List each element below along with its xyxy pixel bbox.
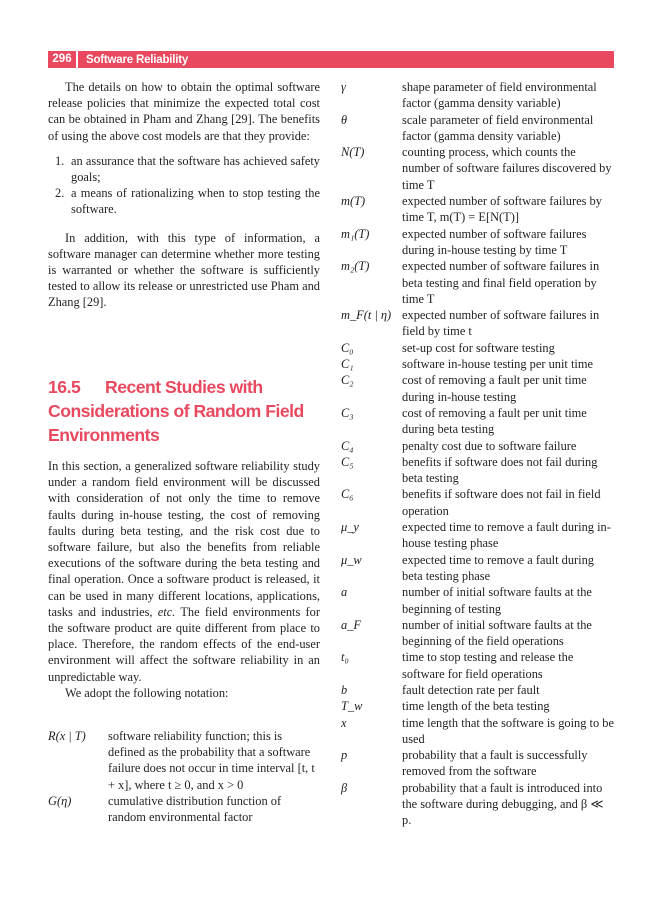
- notation-definition: benefits if software does not fail during beta testing: [402, 454, 598, 486]
- notation-definition: number of initial software faults at the beginning of the field operations: [402, 617, 592, 649]
- notation-definition: expected number of software failures in beta testing and final field operation by time T: [402, 259, 600, 306]
- section-number: 16.5: [48, 377, 81, 397]
- notation-row: [341, 682, 614, 698]
- notation-intro: We adopt the following notation:: [65, 685, 229, 700]
- notation-row: [341, 780, 614, 829]
- notation-symbol: C₂: [341, 373, 354, 388]
- notation-symbol: μ_y: [341, 520, 359, 535]
- notation-row: [341, 307, 614, 340]
- notation-row: [341, 193, 614, 226]
- notation-row: [341, 405, 614, 438]
- notation-row: [341, 258, 614, 307]
- notation-row: [341, 112, 614, 145]
- notation-definition: software in-house testing per unit time: [402, 357, 593, 372]
- notation-definition: cost of removing a fault per unit time during in-house testing: [402, 373, 587, 404]
- notation-row: [48, 728, 320, 793]
- notation-definition: time length that the software is going to be used: [402, 715, 614, 746]
- notation-definition: time to stop testing and release the software for field operations: [402, 650, 574, 681]
- section-title: Recent Studies with Considerations of Random Field Environments: [48, 377, 304, 445]
- notation-definition: time length of the beta testing: [402, 699, 550, 714]
- notation-definition: cost of removing a fault per unit time during beta testing: [402, 405, 587, 437]
- notation-definition: expected number of software failures during in-house testing by time T: [402, 226, 587, 257]
- intro-paragraph-2: In addition, with this type of information, a software manager can determine whether more testing is warranted or whether the software is sufficiently tested to allow its release or unrestricted use Pham and Zhang [29].: [48, 230, 320, 310]
- notation-row: [341, 356, 614, 372]
- notation-symbol: m₁(T): [341, 226, 370, 241]
- notation-definition: shape parameter of field environmental factor (gamma density variable): [402, 80, 597, 111]
- list-text: an assurance that the software has achieved safety goals;: [71, 153, 320, 185]
- notation-row: [341, 79, 614, 112]
- notation-symbol: a_F: [341, 617, 361, 632]
- running-title: Software Reliability: [86, 53, 189, 66]
- notation-symbol: R(x | T): [48, 729, 86, 743]
- notation-symbol: C₁: [341, 357, 354, 372]
- notation-left-list: [48, 726, 320, 825]
- section-body: [48, 458, 320, 701]
- notation-symbol: m(T): [341, 194, 366, 209]
- notation-definition: number of initial software faults at the beginning of testing: [402, 585, 592, 616]
- notation-row: [341, 617, 614, 650]
- notation-symbol: x: [341, 715, 347, 730]
- list-number: 2.: [55, 186, 65, 201]
- notation-row: [341, 226, 614, 259]
- notation-definition: penalty cost due to software failure: [402, 438, 577, 453]
- list-item: [48, 185, 320, 217]
- list-text: a means of rationalizing when to stop testing the software.: [71, 186, 320, 217]
- notation-row: [341, 584, 614, 617]
- page-number: 296: [48, 51, 78, 68]
- notation-row: [341, 552, 614, 585]
- notation-definition: expected number of software failures in field by time t: [402, 308, 600, 339]
- notation-definition: cumulative distribution function of random environmental factor: [108, 793, 282, 825]
- notation-symbol: θ: [341, 112, 348, 127]
- notation-symbol: t₀: [341, 650, 349, 665]
- notation-row: [341, 438, 614, 454]
- intro-paragraph: The details on how to obtain the optimal software release policies that minimize the expected total cost can be obtained in Pham and Zhang [29]. The benefits of using the above cost models are that they provide:: [48, 80, 320, 143]
- notation-symbol: C₃: [341, 405, 354, 420]
- notation-symbol: m₂(T): [341, 259, 370, 274]
- list-number: 1.: [55, 153, 65, 168]
- notation-definition: expected time to remove a fault during in-house testing phase: [402, 520, 611, 551]
- notation-definition: probability that a fault is successfully removed from the software: [402, 748, 588, 779]
- notation-symbol: N(T): [341, 145, 365, 160]
- notation-symbol: C₆: [341, 487, 354, 502]
- notation-row: [341, 698, 614, 714]
- notation-definition: benefits if software does not fail in field operation: [402, 487, 601, 518]
- notation-definition: expected number of software failures by time T, m(T) = E[N(T)]: [402, 194, 602, 225]
- notation-right-list: [341, 79, 614, 829]
- list-item: [48, 153, 320, 185]
- notation-symbol: m_F(t | η): [341, 308, 392, 323]
- notation-symbol: C₀: [341, 340, 354, 355]
- notation-symbol: b: [341, 682, 348, 697]
- notation-symbol: p: [341, 748, 348, 763]
- notation-row: [341, 519, 614, 552]
- notation-row: [341, 372, 614, 405]
- notation-symbol: μ_w: [341, 552, 362, 567]
- running-header: [48, 51, 614, 68]
- notation-row: [48, 793, 320, 825]
- notation-symbol: a: [341, 585, 348, 600]
- notation-symbol: γ: [341, 80, 346, 94]
- intro-block: [48, 79, 320, 311]
- notation-definition: expected time to remove a fault during beta testing phase: [402, 552, 594, 583]
- notation-row: [341, 715, 614, 748]
- notation-symbol: C₄: [341, 438, 354, 453]
- section-heading: [48, 375, 328, 447]
- notation-definition: fault detection rate per fault: [402, 682, 540, 697]
- benefits-list: [48, 153, 320, 218]
- notation-row: [341, 340, 614, 356]
- notation-row: [341, 649, 614, 682]
- notation-definition: probability that a fault is introduced into the software during debugging, and β ≪ p.: [402, 780, 604, 828]
- notation-definition: counting process, which counts the number of software failures discovered by time T: [402, 145, 612, 192]
- notation-definition: scale parameter of field environmental factor (gamma density variable): [402, 112, 594, 143]
- notation-symbol: T_w: [341, 699, 363, 714]
- notation-row: [341, 144, 614, 193]
- notation-definition: software reliability function; this is defined as the probability that a software failure does not occur in time interval [t, t + x], where t ≥ 0, and x > 0: [108, 729, 315, 792]
- notation-symbol: C₅: [341, 454, 354, 469]
- notation-definition: set-up cost for software testing: [402, 340, 555, 355]
- section-paragraph: In this section, a generalized software reliability study under a random field environment will be discussed with consideration of not only the time to remove faults during in-house testing, the cost of removing faults during beta testing, and the risk cost due to software failure, but also the benefits from reliable executions of the software during the beta testing and final operation. Once a software product is released, it can be used in many different locations, applications, tasks and industries, etc. The field environments for the software product are quite different from place to place. Therefore, the random effects of the end-user environment will affect the software reliability in an unpredictable way.: [48, 459, 320, 684]
- notation-row: [341, 486, 614, 519]
- notation-row: [341, 747, 614, 780]
- notation-row: [341, 454, 614, 487]
- notation-symbol: β: [341, 780, 348, 795]
- notation-symbol: G(η): [48, 793, 72, 808]
